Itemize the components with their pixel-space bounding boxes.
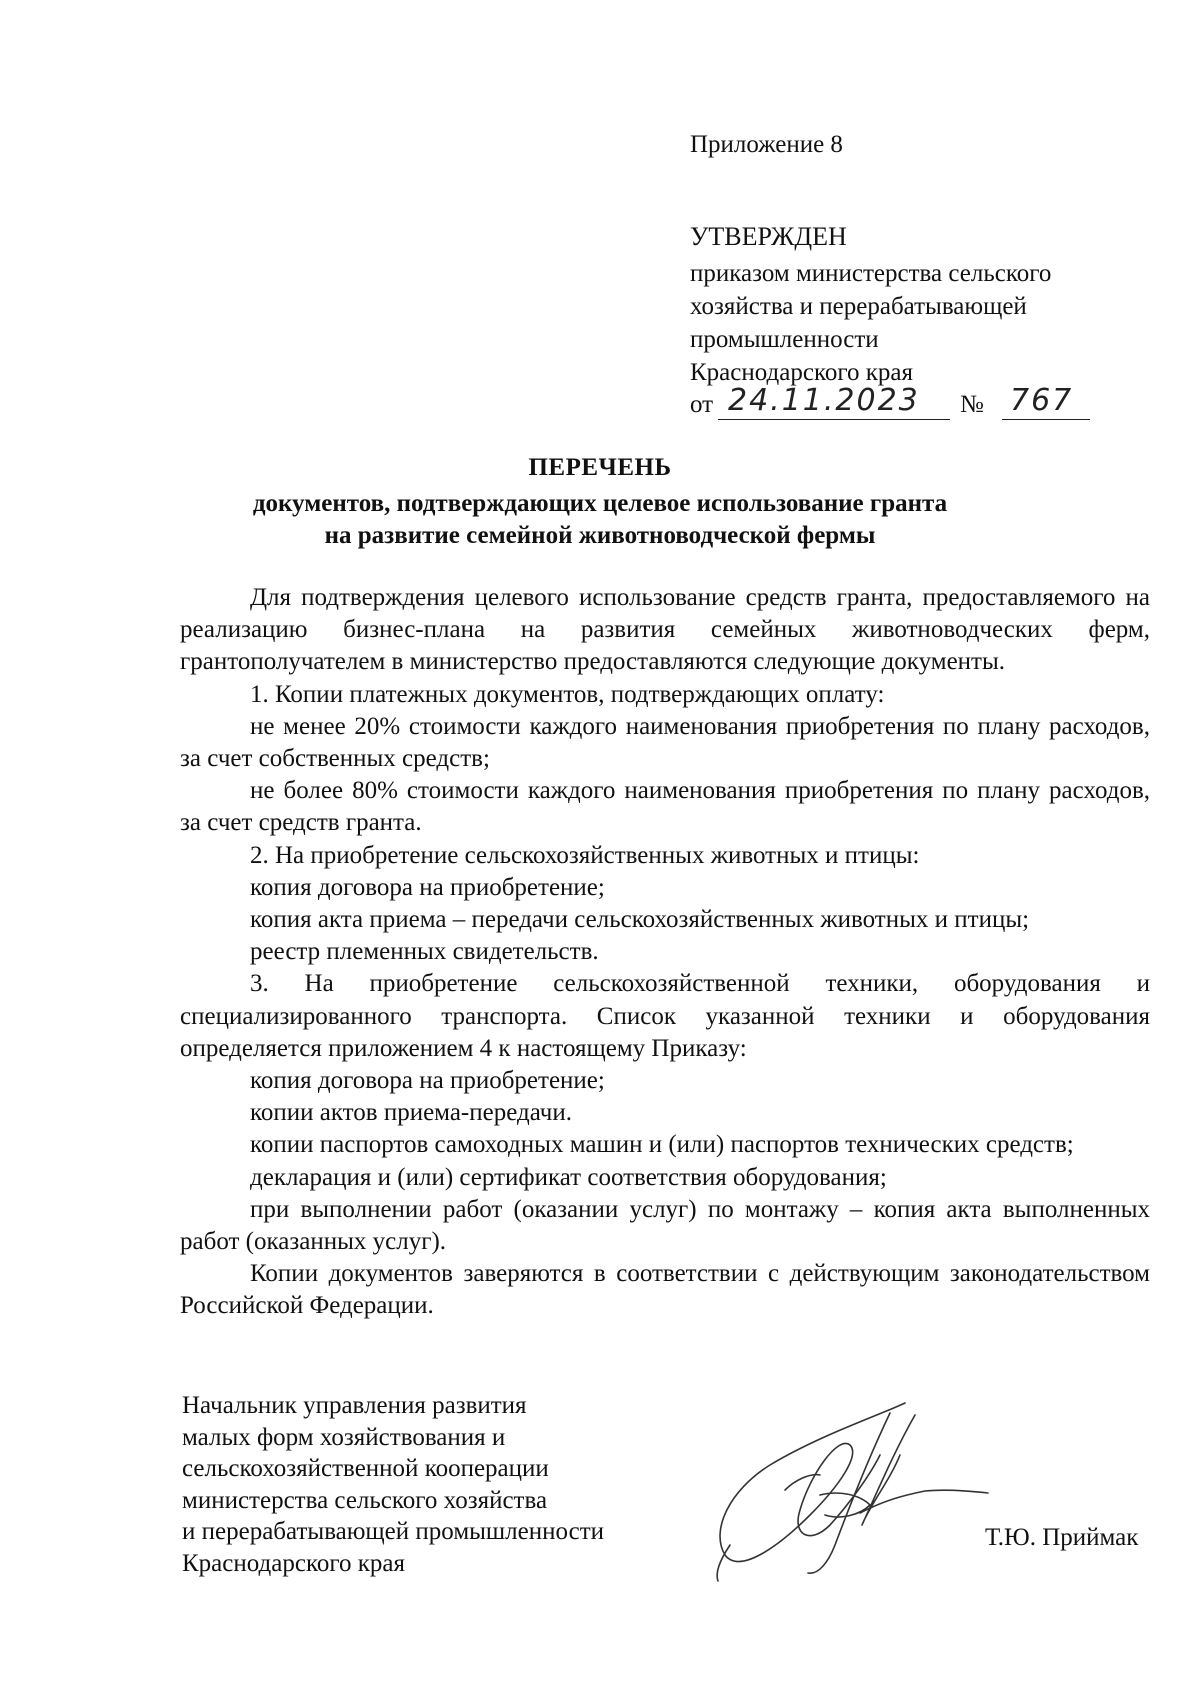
paragraph-item-3-sub-3: копии паспортов самоходных машин и (или) паспортов технических средств; — [250, 1131, 1074, 1159]
paragraph-item-2: 2. На приобретение сельскохозяйственных животных и птицы: — [250, 841, 920, 869]
paragraph-item-1-sub-2: не более 80% стоимости каждого наименования приобретения по плану расходов, за счет средств гранта. — [180, 777, 1150, 837]
position-line: Краснодарского края — [182, 1549, 405, 1577]
paragraph-item-2-sub-2: копия акта приема – передачи сельскохозяйственных животных и птицы; — [250, 906, 1030, 934]
position-line: и перерабатывающей промышленности — [182, 1518, 605, 1545]
order-reference — [690, 385, 1160, 425]
document-subtitle-line-1: документов, подтверждающих целевое использование гранта — [252, 490, 948, 517]
signatory-position — [182, 1390, 604, 1579]
approval-line: промышленности — [690, 326, 879, 353]
approval-line: приказом министерства сельского — [690, 260, 1052, 287]
paragraph-certification: Копии документов заверяются в соответствии с действующим законодательством Российской Федерации. — [180, 1260, 1150, 1320]
paragraph-intro: Для подтверждения целевого использование средств гранта, предоставляемого на реализацию бизнес-плана на развития семейных животноводческих ферм, грантополучателем в министерство предоставляются следующие документы. — [180, 584, 1150, 676]
order-number-sign: № — [960, 391, 984, 418]
appendix-label: Приложение 8 — [690, 131, 843, 158]
handwritten-signature — [700, 1395, 990, 1585]
paragraph-item-2-sub-1: копия договора на приобретение; — [250, 873, 605, 901]
paragraph-item-1: 1. Копии платежных документов, подтверждающих оплату: — [250, 680, 885, 708]
approval-authority — [690, 257, 1160, 389]
document-body — [180, 582, 1150, 1323]
position-line: Начальник управления развития — [182, 1392, 527, 1419]
paragraph-item-3-sub-1: копия договора на приобретение; — [250, 1067, 605, 1095]
approved-heading: УТВЕРЖДЕН — [690, 222, 847, 251]
document-title: ПЕРЕЧЕНЬ — [528, 454, 672, 481]
order-date-prefix: от — [690, 391, 714, 418]
paragraph-item-2-sub-3: реестр племенных свидетельств. — [250, 938, 599, 966]
paragraph-item-3-sub-5: при выполнении работ (оказании услуг) по монтажу – копия акта выполненных работ (оказанных услуг). — [180, 1195, 1150, 1256]
document-subtitle-line-2: на развитие семейной животноводческой фермы — [324, 522, 876, 549]
position-line: малых форм хозяйствования и — [182, 1423, 506, 1451]
paragraph-item-3: 3. На приобретение сельскохозяйственной техники, оборудования и специализированного транспорта. Список указанной техники и оборудования определяется приложением 4 к настоящему Приказу: — [180, 970, 1150, 1062]
position-line: министерства сельского хозяйства — [182, 1486, 548, 1514]
paragraph-item-3-sub-2: копии актов приема-передачи. — [250, 1099, 573, 1127]
paragraph-item-3-sub-4: декларация и (или) сертификат соответствия оборудования; — [250, 1163, 887, 1191]
paragraph-item-1-sub-1: не менее 20% стоимости каждого наименования приобретения по плану расходов, за счет собственных средств; — [180, 712, 1150, 773]
position-line: сельскохозяйственной кооперации — [182, 1455, 549, 1482]
order-number-handwritten: 767 — [1010, 383, 1074, 418]
order-date-handwritten: 24.11.2023 — [728, 383, 920, 418]
approval-line: хозяйства и перерабатывающей — [690, 293, 1027, 320]
signatory-name: Т.Ю. Приймак — [985, 1524, 1139, 1551]
order-date-field — [718, 385, 950, 420]
order-number-field — [1002, 385, 1090, 420]
approval-line: Краснодарского края — [690, 359, 913, 386]
